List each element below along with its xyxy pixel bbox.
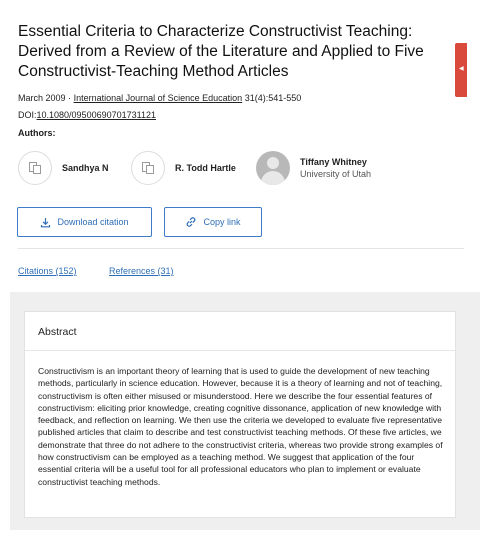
section-divider bbox=[18, 248, 464, 249]
article-title: Essential Criteria to Characterize Constructivist Teaching: Derived from a Review of the Literature and Applied to Five Constructivist-Teaching Method Articles bbox=[18, 23, 424, 80]
avatar bbox=[131, 151, 165, 185]
authors-label: Authors: bbox=[18, 128, 56, 138]
side-tab[interactable] bbox=[455, 43, 467, 97]
doi-line bbox=[18, 110, 156, 120]
journal-volume: 31(4):541-550 bbox=[244, 93, 302, 103]
download-citation-button[interactable] bbox=[17, 207, 152, 237]
copy-placeholder-icon bbox=[28, 161, 42, 175]
author-card[interactable] bbox=[18, 150, 109, 186]
author-affiliation: University of Utah bbox=[300, 169, 372, 179]
journal-link[interactable]: International Journal of Science Education bbox=[73, 93, 243, 103]
publication-date: March 2009 bbox=[18, 93, 66, 103]
author-card[interactable] bbox=[131, 150, 236, 186]
copy-link-button[interactable] bbox=[164, 207, 262, 237]
author-photo bbox=[256, 151, 290, 185]
download-citation-label: Download citation bbox=[57, 217, 129, 227]
copy-link-label: Copy link bbox=[203, 217, 241, 227]
author-name[interactable]: Sandhya N bbox=[62, 163, 109, 173]
author-name[interactable]: Tiffany Whitney bbox=[300, 157, 367, 167]
abstract-card bbox=[24, 311, 456, 518]
doi-link[interactable]: 10.1080/09500690701731121 bbox=[36, 110, 156, 120]
abstract-text: Constructivism is an important theory of learning that is used to guide the development of new teaching methods, particularly in science education. However, because it is a theory of learning and not of teaching, constructivism is often either misused or misunderstood. Here we describe the four essential features of constructivism: eliciting prior knowledge, creating cognitive dissonance, application of new knowledge with feedback, and reflection on learning. We then use the criteria we developed to evaluate five representative published articles that claim to describe and test constructivist teaching methods. Of these five articles, we demonstrate that three do not adhere to the constructivist criteria, whereas two provide strong examples of how constructivism can be employed as a teaching method. We suggest that application of the four essential criteria will be a useful tool for all professional educators who plan to implement or evaluate constructivist teaching methods. bbox=[38, 366, 443, 487]
side-tab-icon: ◀ bbox=[459, 66, 464, 72]
download-icon bbox=[40, 217, 51, 228]
tab-citations[interactable]: Citations (152) bbox=[18, 266, 77, 276]
author-card[interactable] bbox=[256, 150, 371, 186]
avatar bbox=[18, 151, 52, 185]
link-icon bbox=[185, 216, 197, 228]
meta-separator: · bbox=[68, 93, 72, 103]
tab-references[interactable]: References (31) bbox=[109, 266, 174, 276]
abstract-heading: Abstract bbox=[25, 312, 455, 351]
doi-label: DOI: bbox=[18, 110, 37, 120]
copy-placeholder-icon bbox=[141, 161, 155, 175]
article-meta bbox=[18, 93, 301, 103]
author-name[interactable]: R. Todd Hartle bbox=[175, 163, 236, 173]
